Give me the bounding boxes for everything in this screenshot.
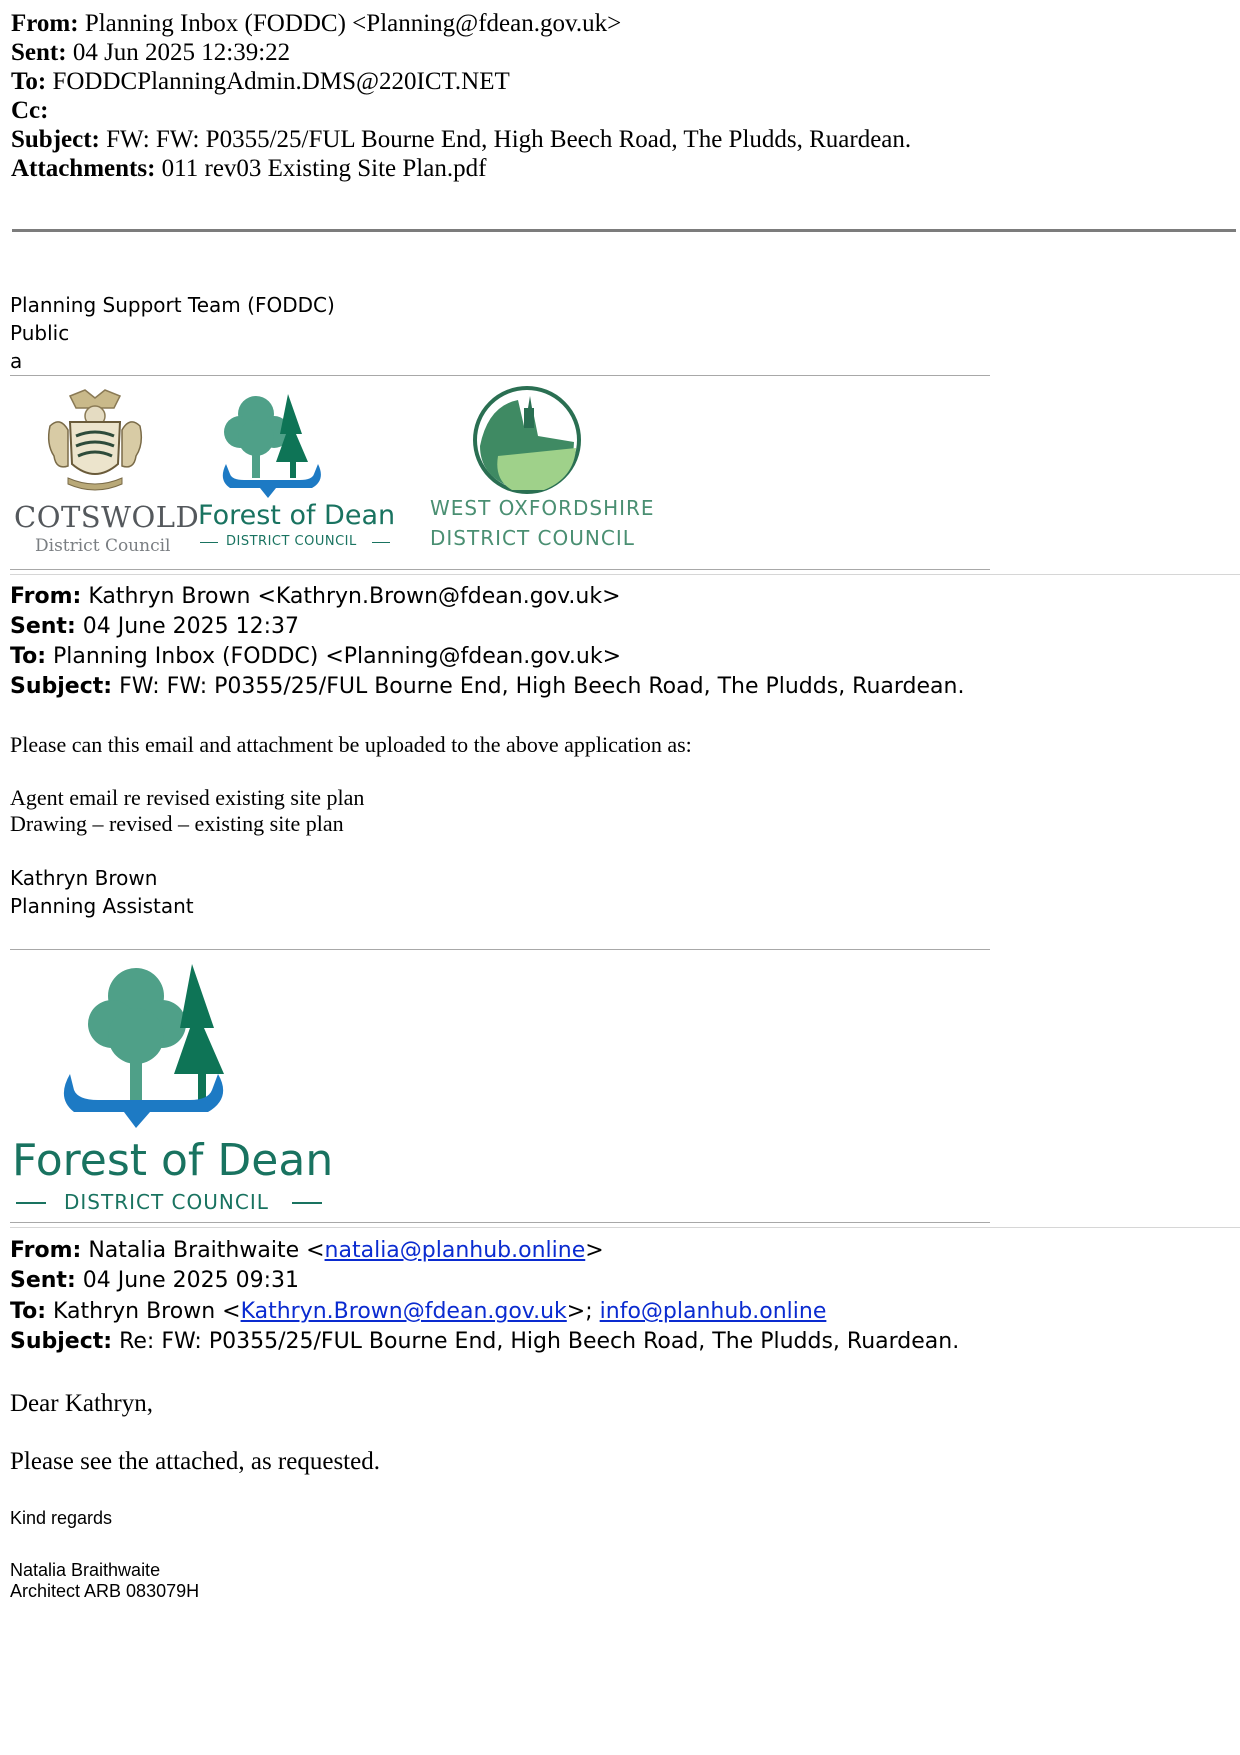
- header-subject-line: [11, 125, 911, 154]
- header-sent-line: [11, 38, 290, 67]
- logos-divider: [10, 569, 990, 570]
- message1-to-line: [10, 642, 621, 672]
- message2-closing: Kind regards: [10, 1508, 113, 1528]
- message2-to-line: [10, 1297, 826, 1327]
- message2-signature-name: Natalia Braithwaite: [10, 1560, 161, 1580]
- cotswold-logo-subtitle: District Council: [35, 536, 171, 556]
- message1-sent-value: 04 June 2025 12:37: [82, 614, 300, 639]
- header-attachments-value[interactable]: 011 rev03 Existing Site Plan.pdf: [161, 155, 487, 182]
- message2-sent-value: 04 June 2025 09:31: [82, 1268, 300, 1293]
- message2-from-label: From:: [10, 1238, 82, 1263]
- west-oxfordshire-logo: [428, 386, 655, 561]
- cotswold-crest-icon: [10, 386, 180, 496]
- fod-logo-small-subtitle: DISTRICT COUNCIL: [226, 534, 357, 549]
- message2-subject-value: Re: FW: P0355/25/FUL Bourne End, High Beech Road, The Pludds, Ruardean.: [119, 1329, 960, 1354]
- signature-public: Public: [10, 321, 70, 345]
- message2-from-name: Natalia Braithwaite <: [88, 1238, 325, 1263]
- message1-body-line2: Agent email re revised existing site plan: [10, 785, 365, 810]
- fod-logo-large-subtitle-row: [16, 1190, 326, 1214]
- message1-to-value: Planning Inbox (FODDC) <Planning@fdean.gov.uk>: [53, 644, 622, 669]
- fod-logo-large: [12, 958, 332, 1214]
- message2-body: Please see the attached, as requested.: [10, 1448, 380, 1475]
- header-from-value: Planning Inbox (FODDC) <Planning@fdean.gov.uk>: [84, 10, 622, 37]
- message1-subject-value: FW: FW: P0355/25/FUL Bourne End, High Beech Road, The Pludds, Ruardean.: [119, 674, 965, 699]
- west-oxfordshire-logo-title: WEST OXFORDSHIRE: [430, 496, 655, 520]
- message1-from-value: Kathryn Brown <Kathryn.Brown@fdean.gov.uk>: [88, 584, 621, 609]
- header-to-value: FODDCPlanningAdmin.DMS@220ICT.NET: [52, 68, 510, 95]
- header-to-line: [11, 67, 510, 96]
- fod-logo-large-subtitle: DISTRICT COUNCIL: [64, 1190, 269, 1214]
- signature-a: a: [10, 349, 23, 373]
- header-attachments-label: Attachments:: [11, 155, 156, 182]
- message2-subject-line: [10, 1327, 959, 1357]
- message1-sent-label: Sent:: [10, 614, 76, 639]
- fod-logo-small: [196, 388, 396, 563]
- message2-to-label: To:: [10, 1299, 46, 1324]
- message2-to-email-link[interactable]: Kathryn.Brown@fdean.gov.uk: [240, 1299, 567, 1324]
- signature-divider-top: [10, 375, 990, 376]
- message2-signature-title: Architect ARB 083079H: [10, 1581, 200, 1601]
- header-attachments-line: [11, 154, 486, 183]
- message1-from-line: [10, 582, 621, 612]
- message2-sent-line: [10, 1266, 299, 1296]
- message1-body-line1: Please can this email and attachment be uploaded to the above application as:: [10, 732, 692, 757]
- cotswold-logo: [10, 386, 200, 561]
- message2-greeting: Dear Kathryn,: [10, 1390, 153, 1417]
- message1-signature-divider: [10, 949, 990, 950]
- header-from-label: From:: [11, 10, 79, 37]
- message1-from-label: From:: [10, 584, 82, 609]
- header-sent-label: Sent:: [11, 39, 67, 66]
- message1-subject-label: Subject:: [10, 674, 113, 699]
- header-divider: [12, 229, 1236, 232]
- header-cc-line: [11, 96, 48, 125]
- header-subject-label: Subject:: [11, 126, 100, 153]
- message1-signature-title: Planning Assistant: [10, 894, 194, 918]
- header-sent-value: 04 Jun 2025 12:39:22: [72, 39, 291, 66]
- fod-large-tree-icon: [12, 958, 332, 1128]
- fod-logo-small-title: Forest of Dean: [198, 500, 396, 531]
- message2-from-line: [10, 1236, 604, 1266]
- message1-to-label: To:: [10, 644, 46, 669]
- message2-subject-label: Subject:: [10, 1329, 113, 1354]
- header-from-line: [11, 9, 621, 38]
- message2-from-email-link[interactable]: natalia@planhub.online: [324, 1238, 586, 1263]
- message1-subject-line: [10, 672, 964, 702]
- message2-to-name: Kathryn Brown <: [53, 1299, 241, 1324]
- cotswold-logo-title: COTSWOLD: [14, 500, 200, 534]
- message1-sent-line: [10, 612, 299, 642]
- message1-bottom-divider: [10, 1222, 990, 1223]
- message1-body-line3: Drawing – revised – existing site plan: [10, 811, 344, 836]
- header-cc-label: Cc:: [11, 97, 49, 124]
- message2-to-email2-link[interactable]: info@planhub.online: [599, 1299, 827, 1324]
- message1-signature-name: Kathryn Brown: [10, 866, 158, 890]
- message2-top-border: [10, 1227, 1240, 1228]
- message2-sent-label: Sent:: [10, 1268, 76, 1293]
- west-oxfordshire-emblem-icon: [428, 386, 638, 498]
- fod-tree-icon: [196, 388, 396, 500]
- signature-team: Planning Support Team (FODDC): [10, 293, 335, 317]
- fod-logo-small-subtitle-row: [200, 534, 390, 550]
- west-oxfordshire-logo-subtitle: DISTRICT COUNCIL: [430, 526, 635, 550]
- header-subject-value: FW: FW: P0355/25/FUL Bourne End, High Beech Road, The Pludds, Ruardean.: [106, 126, 912, 153]
- message2-to-separator: >;: [566, 1299, 600, 1324]
- message2-from-close: >: [585, 1238, 604, 1263]
- header-to-label: To:: [11, 68, 47, 95]
- fod-logo-large-title: Forest of Dean: [12, 1135, 334, 1186]
- message1-top-border: [10, 574, 1240, 575]
